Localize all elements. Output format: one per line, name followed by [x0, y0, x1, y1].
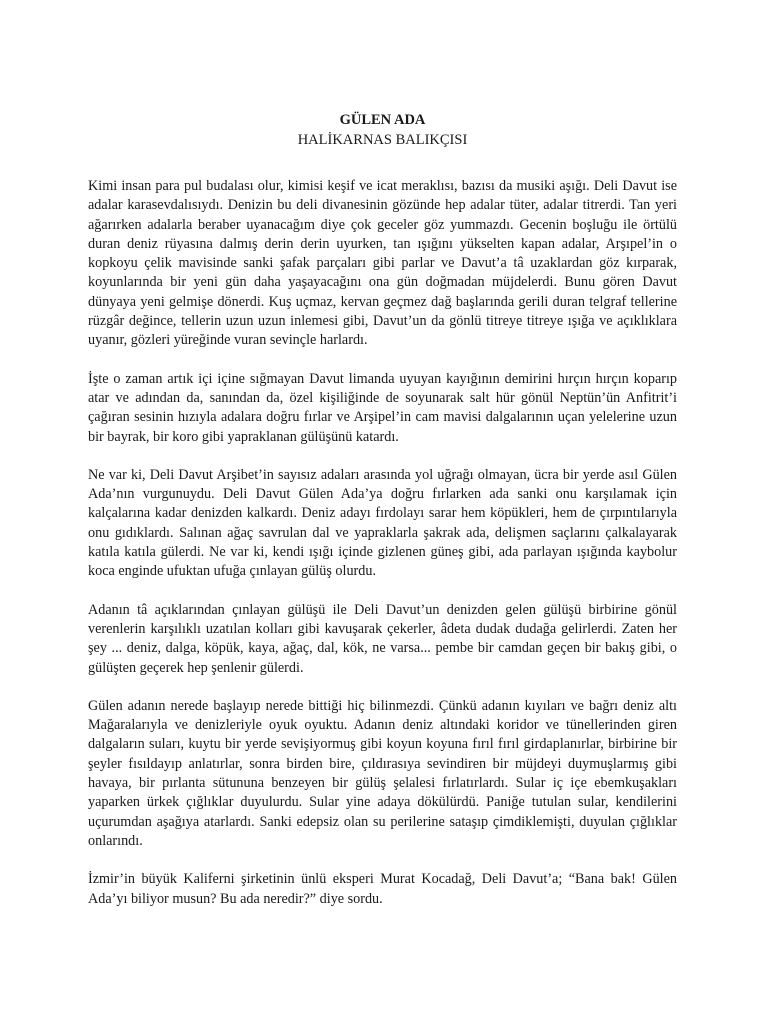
paragraph-3: Ne var ki, Deli Davut Arşibet’in sayısız adaları arasında yol uğrağı olmayan, ücra bir yerde asıl Gülen Ada’nın vurgunuydu. Deli Davut Gülen Ada’ya doğru fırlarken ada sanki onu karşılamak için kalçalarına kadar denizden kalkardı. Deniz adayı fırdolayı sarar hem köpükleri, hem de çırpıntılarıyla onu gıdıklardı. Salınan ağaç savrulan dal ve yapraklarla şakrak ada, delişmen saçlarını çalkalayarak katıla katıla gülerdi. Ne var ki, kendi ışığı içinde gizlenen güneş gibi, ada parlayan ışığında kaybolur koca enginde ufuktan ufuğa çınlayan gülüş olurdu. [88, 466, 677, 580]
document-title: GÜLEN ADA [339, 112, 426, 128]
paragraph-4: Adanın tâ açıklarından çınlayan gülüşü ile Deli Davut’un denizden gelen gülüşü birbirine gönül verenlerin karşılıklı uzatılan kolları gibi kavuşarak çekerler, âdeta dudak dudağa gelirlerdi. Zaten her şey ... deniz, dalga, köpük, kaya, ağaç, dal, kök, ne varsa... pembe bir camdan geçen bir bakış gibi, o gülüşten geçerek hep şenlenir gülerdi. [88, 601, 677, 676]
paragraph-1: Kimi insan para pul budalası olur, kimisi keşif ve icat meraklısı, bazısı da musiki aşığı. Deli Davut ise adalar karasevdalısıydı. Denizin bu deli divanesinin gözünde hep adalar tüter, adalar titrerdi. Tan yeri ağarırken adalarla beraber uyanacağım diye çok geceler göz yummazdı. Gecenin boşluğu ile örtülü duran deniz rüyasına dalmış derin derin uyurken, tan ışığını yükselten kapan adalar, Arşıpel’in o kopkoyu çelik mavisinde sanki şafak parçaları gibi parlar ve Davut’a tâ uzaklardan göz kırparak, koyunlarında bir yeni gün daha yaşayacağını ona gün doğmadan müjdelerdi. Bunu gören Davut dünyaya yeni gelmişe dönerdi. Kuş uçmaz, kervan geçmez dağ başlarında gerili duran telgraf tellerine rüzgâr değince, tellerin uzun uzun inlemesi gibi, Davut’un da gönlü titreye titreye ışığa ve açıklıklara uyanır, gözleri yüreğinde vuran sevinçle harlardı. [88, 178, 677, 349]
document-author: HALİKARNAS BALIKÇISI [297, 132, 468, 148]
paragraph-6: İzmir’in büyük Kaliferni şirketinin ünlü eksperi Murat Kocadağ, Deli Davut’a; “Bana bak! Gülen Ada’yı biliyor musun? Bu ada neredir?” diye sordu. [88, 871, 677, 907]
paragraph-2: İşte o zaman artık içi içine sığmayan Davut limanda uyuyan kayığının demirini hırçın hırçın koparıp atar ve adından da, sanından da, özel kişiliğinde de soyunarak salt hür gönül Neptün’ün Anfitrit’i çağıran sesinin hızıyla adalara doğru fırlar ve Arşipel’in cam mavisi dalgalarının uçan yelelerine uzun bir bayrak, bir koro gibi yapraklanan gülüşünü katardı. [88, 370, 677, 445]
paragraph-5: Gülen adanın nerede başlayıp nerede bittiği hiç bilinmezdi. Çünkü adanın kıyıları ve bağrı deniz altı Mağaralarıyla ve denizleriyle oyuk oyuktu. Adanın deniz altındaki koridor ve tünellerinden giren dalgaların suları, kuytu bir yerde sevişiyormuş gibi koyun koyuna fırıl fırıl girdaplanırlar, birbirine bir şeyler fısıldayıp anlatırlar, sonra birden bire, çıldırasıya sevindiren bir müjdeyi duymuşlarmış gibi havaya, bir pırlanta sütununa benzeyen bir gülüş şelalesi fırlatırlardı. Sular iç içe ebemkuşakları yaparken ürkek çığlıklar duyulurdu. Sular yine adaya dökülürdü. Paniğe tutulan sular, kendilerini uçurumdan aşağıya atarlardı. Sanki edepsiz olan su perilerine sataşıp çimdiklemişti, duyulan çığlıklar onlarındı. [88, 697, 677, 849]
document-page [88, 110, 677, 928]
